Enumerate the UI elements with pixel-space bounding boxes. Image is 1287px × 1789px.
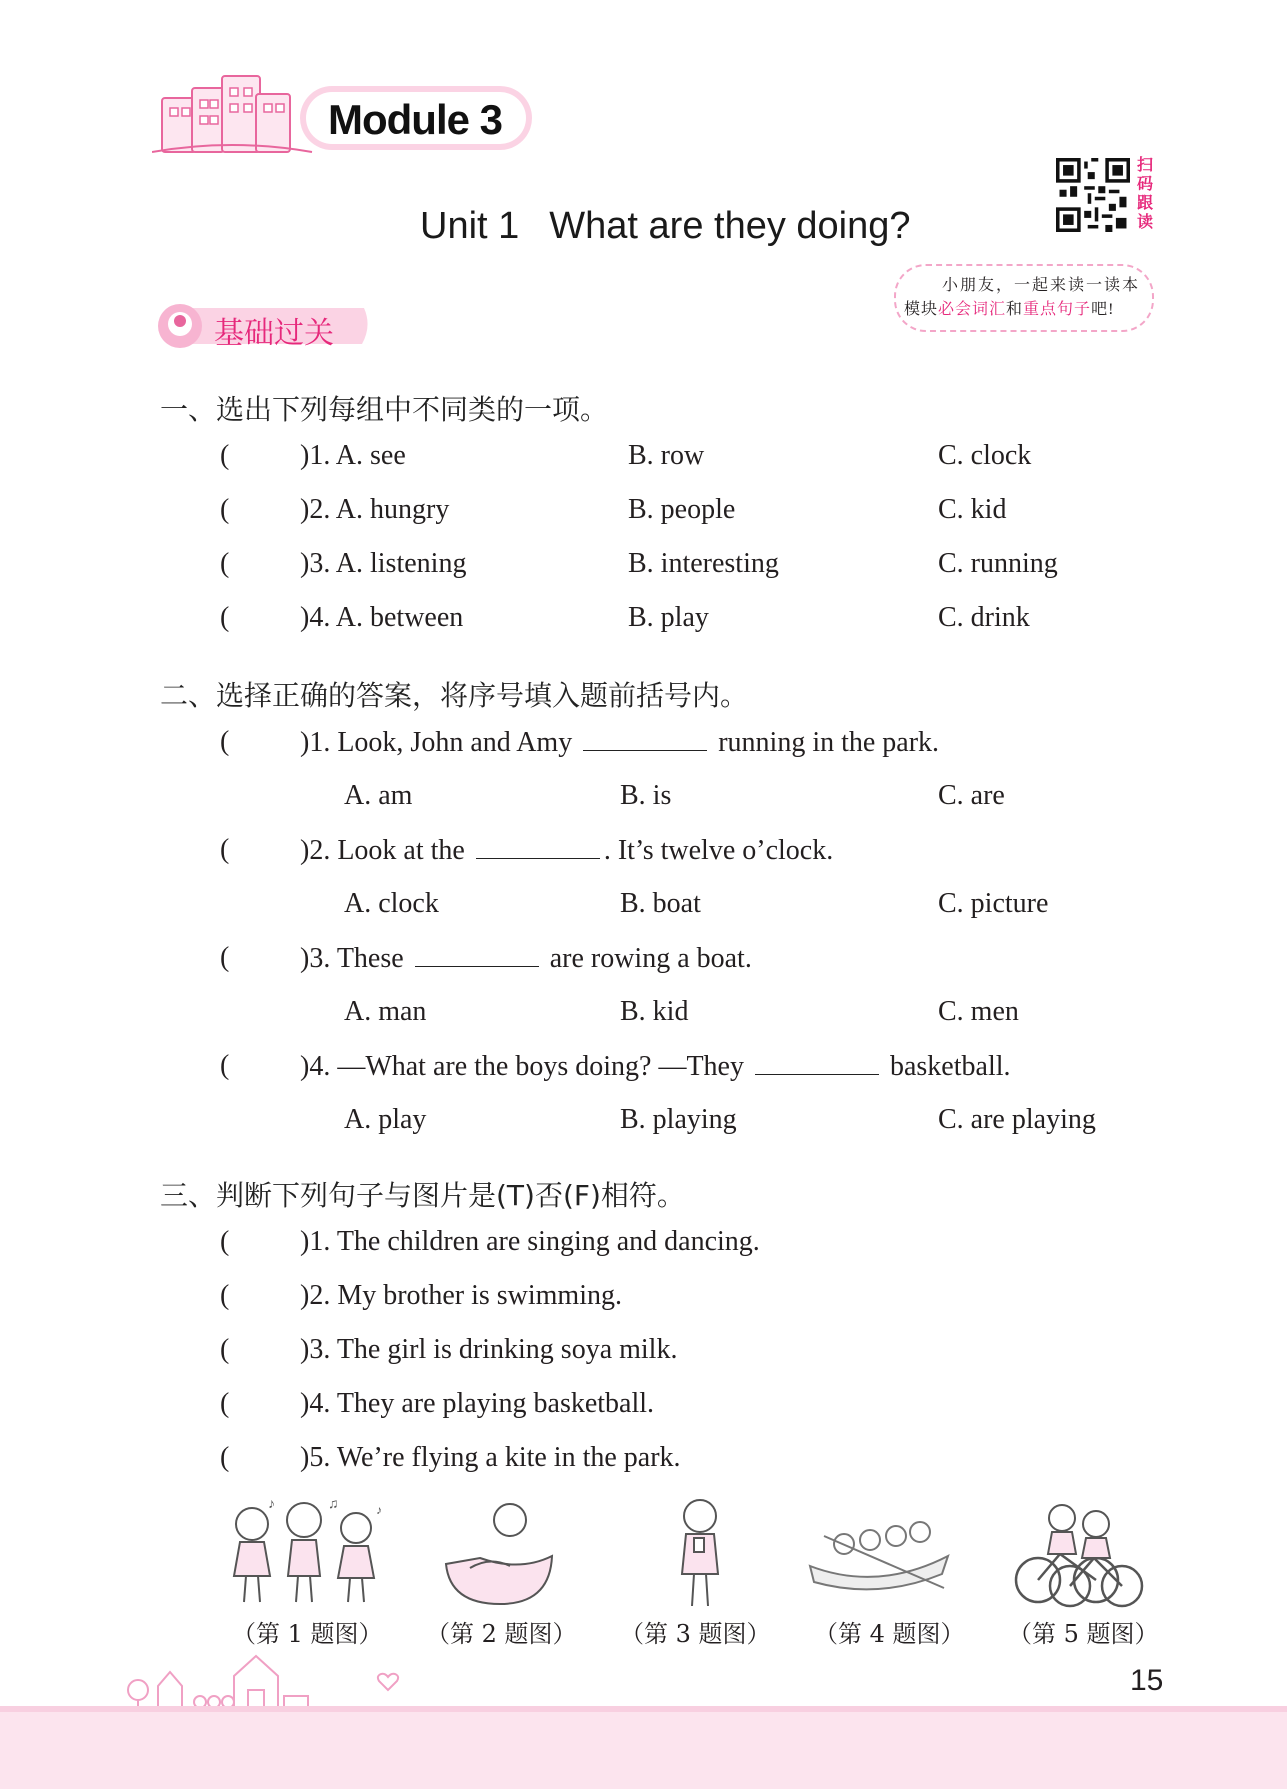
- caption-picture-5: （第 5 题图）: [1008, 1620, 1159, 1648]
- scan-char: 扫: [1136, 157, 1153, 174]
- p2-q2-a: A. clock: [344, 888, 439, 919]
- p2-q1-b: B. is: [620, 780, 672, 811]
- unit-title: [420, 205, 911, 248]
- svg-text:♫: ♫: [328, 1497, 339, 1512]
- picture-4-rowing-boat: [804, 1496, 954, 1604]
- fill-blank[interactable]: [583, 726, 707, 751]
- p2-q3-stem: )3. These are rowing a boat.: [300, 943, 752, 974]
- p2-q4-b: B. playing: [620, 1104, 737, 1135]
- answer-paren[interactable]: (: [220, 440, 230, 471]
- scan-char: 码: [1136, 176, 1153, 193]
- part1-heading: 一、选出下列每组中不同类的一项。: [160, 393, 609, 426]
- answer-paren[interactable]: (: [220, 726, 230, 757]
- p2-q2-stem: )2. Look at the . It’s twelve o’clock.: [300, 835, 834, 866]
- scan-char: 读: [1136, 214, 1153, 231]
- picture-3-girl-drinking: [660, 1494, 740, 1612]
- fill-blank[interactable]: [755, 1050, 879, 1075]
- tip-line-1: 小朋友，一起来读一读本: [942, 277, 1141, 294]
- unit-name: What are they doing?: [549, 205, 911, 247]
- p1-q2-c: C. kid: [938, 494, 1007, 525]
- qr-code-icon[interactable]: [1056, 158, 1130, 232]
- p3-q4: )4. They are playing basketball.: [300, 1388, 655, 1419]
- p2-q1-stem: )1. Look, John and Amy running in the park.: [300, 727, 940, 758]
- p2-q3-b: B. kid: [620, 996, 689, 1027]
- p3-q1: )1. The children are singing and dancing.: [300, 1226, 760, 1257]
- caption-picture-4: （第 4 题图）: [814, 1620, 965, 1648]
- heart-icon: [376, 1672, 400, 1692]
- p1-q4-a: )4. A. between: [300, 602, 464, 633]
- p2-q2-c: C. picture: [938, 888, 1049, 919]
- answer-paren[interactable]: (: [220, 602, 230, 633]
- part2-heading: 二、选择正确的答案，将序号填入题前括号内。: [160, 679, 749, 712]
- answer-paren[interactable]: (: [220, 834, 230, 865]
- footer-band: [0, 1712, 1287, 1789]
- fill-blank[interactable]: [415, 942, 539, 967]
- picture-5-cycling: [1010, 1494, 1146, 1612]
- scan-to-read-label: [1134, 156, 1156, 232]
- p2-q4-stem: )4. —What are the boys doing? —They basketball.: [300, 1051, 1011, 1082]
- p1-q4-b: B. play: [628, 602, 709, 633]
- answer-paren[interactable]: (: [220, 942, 230, 973]
- answer-paren[interactable]: (: [220, 1050, 230, 1081]
- p2-q3-a: A. man: [344, 996, 427, 1027]
- fill-blank[interactable]: [476, 834, 600, 859]
- caption-picture-1: （第 1 题图）: [232, 1620, 383, 1648]
- p1-q4-c: C. drink: [938, 602, 1030, 633]
- p1-q2-b: B. people: [628, 494, 736, 525]
- p2-q4-a: A. play: [344, 1104, 427, 1135]
- picture-2-boy-in-tub: [440, 1494, 560, 1612]
- module-title: Module 3: [328, 96, 503, 143]
- unit-number: Unit 1: [420, 205, 520, 247]
- svg-text:♪: ♪: [376, 1503, 382, 1517]
- p2-q2-b: B. boat: [620, 888, 701, 919]
- p1-q1-a: )1. A. see: [300, 440, 406, 471]
- svg-text:♪: ♪: [268, 1497, 275, 1512]
- p1-q1-b: B. row: [628, 440, 705, 471]
- p2-q1-c: C. are: [938, 780, 1005, 811]
- p1-q3-a: )3. A. listening: [300, 548, 467, 579]
- answer-paren[interactable]: (: [220, 1388, 230, 1419]
- caption-picture-3: （第 3 题图）: [620, 1620, 771, 1648]
- tip-vocab: 必会词汇: [938, 301, 1007, 318]
- p2-q4-c: C. are playing: [938, 1104, 1096, 1135]
- answer-paren[interactable]: (: [220, 1226, 230, 1257]
- p3-q5: )5. We’re flying a kite in the park.: [300, 1442, 681, 1473]
- p3-q3: )3. The girl is drinking soya milk.: [300, 1334, 678, 1365]
- picture-1-children-dancing: [216, 1494, 392, 1612]
- p2-q3-c: C. men: [938, 996, 1019, 1027]
- tip-line-2: 模块必会词汇和重点句子吧!: [904, 301, 1115, 318]
- p3-q2: )2. My brother is swimming.: [300, 1280, 622, 1311]
- p1-q3-b: B. interesting: [628, 548, 779, 579]
- answer-paren[interactable]: (: [220, 1442, 230, 1473]
- p1-q1-c: C. clock: [938, 440, 1032, 471]
- scan-char: 跟: [1136, 195, 1153, 212]
- p2-q1-a: A. am: [344, 780, 413, 811]
- section-title: 基础过关: [214, 316, 334, 351]
- answer-paren[interactable]: (: [220, 494, 230, 525]
- answer-paren[interactable]: (: [220, 1334, 230, 1365]
- p1-q2-a: )2. A. hungry: [300, 494, 450, 525]
- p1-q3-c: C. running: [938, 548, 1058, 579]
- part3-heading: 三、判断下列句子与图片是(T)否(F)相符。: [160, 1179, 685, 1212]
- page-number: 15: [1130, 1664, 1164, 1697]
- caption-picture-2: （第 2 题图）: [426, 1620, 577, 1648]
- tip-sentences: 重点句子: [1023, 301, 1092, 318]
- answer-paren[interactable]: (: [220, 1280, 230, 1311]
- answer-paren[interactable]: (: [220, 548, 230, 579]
